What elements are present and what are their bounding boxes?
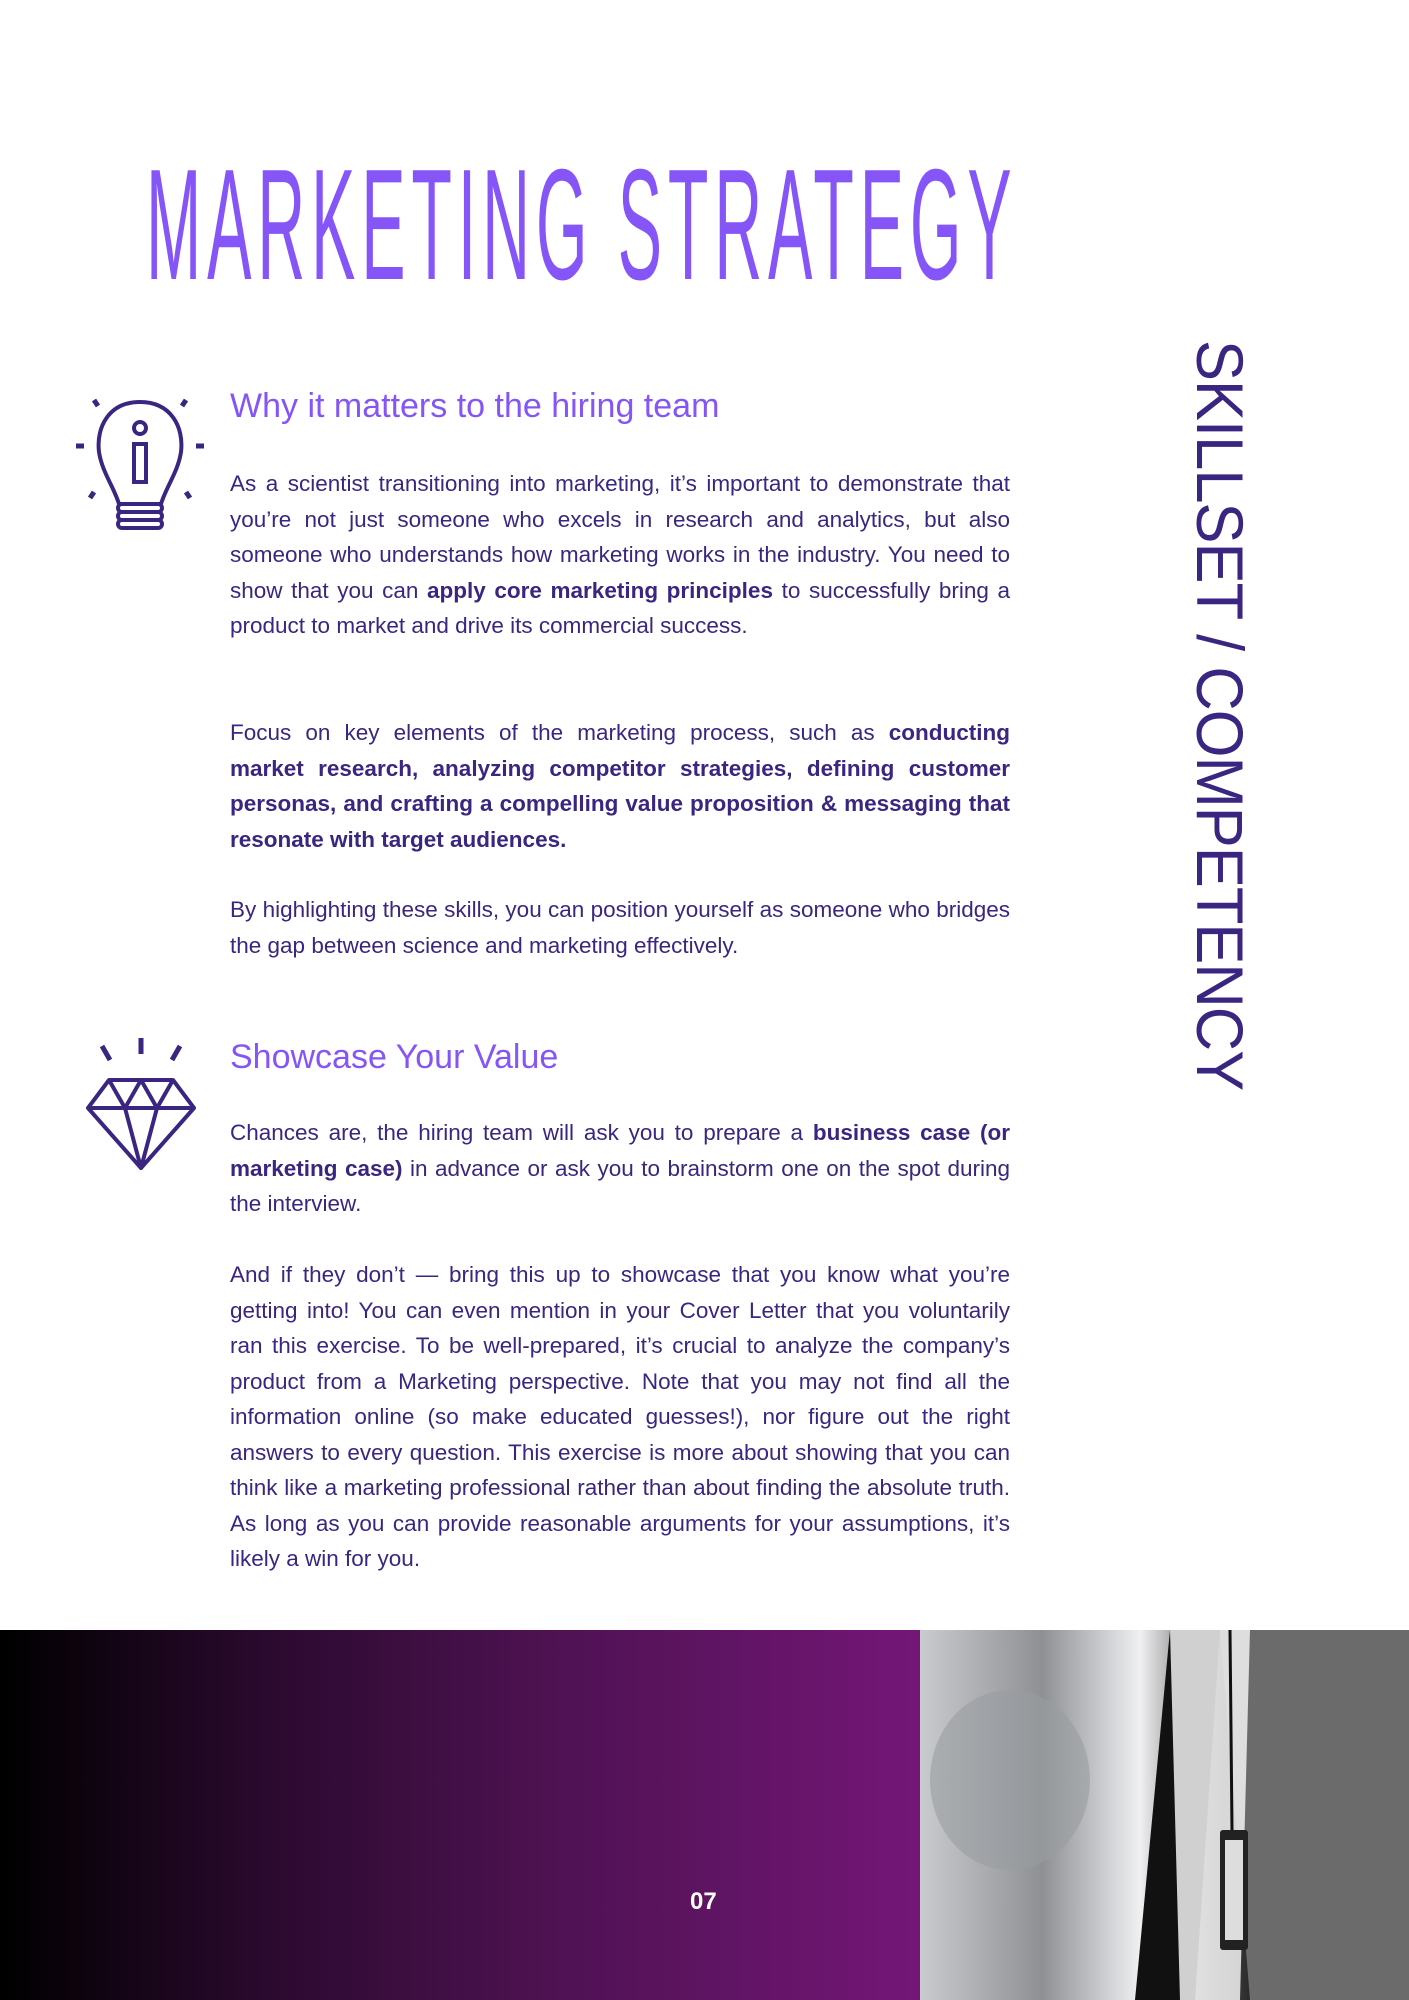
footer-photo [920, 1630, 1409, 2000]
paragraph: Chances are, the hiring team will ask you to prepare a business case (or marketing case) in advance or ask you to brainstorm one on the spot during the interview. [230, 1120, 1010, 1216]
paragraph: Focus on key elements of the marketing process, such as conducting market research, analyzing competitor strategies, defining customer personas, and crafting a compelling value proposition & messaging that resonate with target audiences. [230, 720, 1010, 852]
lightbulb-info-icon [74, 392, 206, 532]
section-heading: Why it matters to the hiring team [230, 387, 720, 425]
person-with-badge-image [920, 1630, 1409, 2000]
page-number: 07 [690, 1888, 717, 1915]
diamond-icon [84, 1036, 198, 1172]
side-label-text: SKILLSET / COMPETENCY [1183, 340, 1257, 1091]
side-label [1180, 340, 1260, 1392]
section-heading: Showcase Your Value [230, 1038, 559, 1076]
paragraph: By highlighting these skills, you can position yourself as someone who bridges the gap between science and marketing effectively. [230, 897, 1010, 958]
paragraph: As a scientist transitioning into marketing, it’s important to demonstrate that you’re not just someone who excels in research and analytics, but also someone who understands how marketing works in the industry. You need to show that you can apply core marketing principles to successfully bring a product to market and drive its commercial success. [230, 471, 1010, 638]
page-title: MARKETING STRATEGY [146, 137, 1018, 313]
paragraph: And if they don’t — bring this up to showcase that you know what you’re getting into! You can even mention in your Cover Letter that you voluntarily ran this exercise. To be well-prepared, it’s crucial to analyze the company’s product from a Marketing perspective. Note that you may not find all the information online (so make educated guesses!), nor figure out the right answers to every question. This exercise is more about showing that you can think like a marketing professional rather than about finding the absolute truth. As long as you can provide reasonable arguments for your assumptions, it’s likely a win for you. [230, 1262, 1010, 1571]
footer-gradient-band [0, 1630, 920, 2000]
